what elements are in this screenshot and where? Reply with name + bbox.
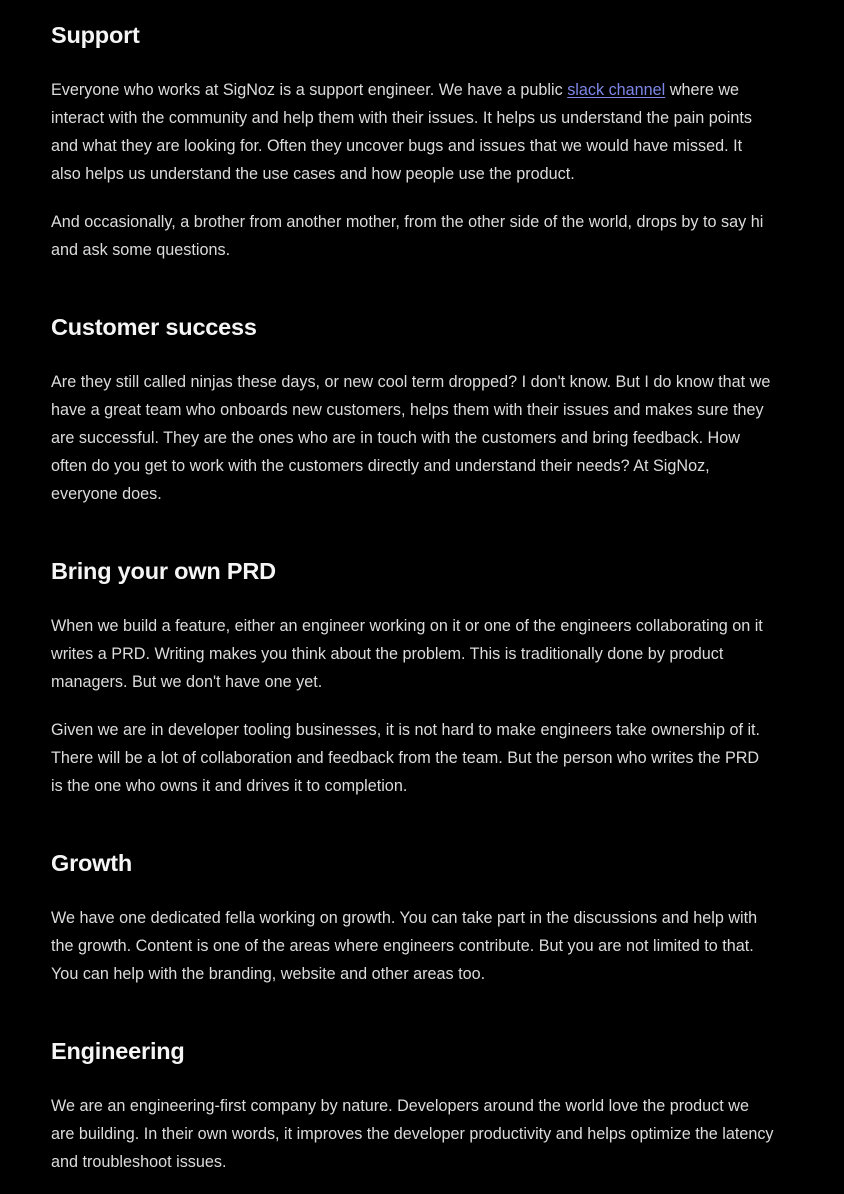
heading-support: Support — [51, 22, 140, 48]
support-paragraph-1 — [51, 76, 775, 188]
growth-paragraph-1: We have one dedicated fella working on growth. You can take part in the discussions and help with the growth. Content is one of the areas where engineers contribute. But you are not limited to that. You can help with the branding, website and other areas too. — [51, 909, 758, 983]
prd-paragraph-2: Given we are in developer tooling businesses, it is not hard to make engineers take ownership of it. There will be a lot of collaboration and feedback from the team. But the person who writes the PRD is the one who owns it and drives it to completion. — [51, 721, 761, 795]
heading-growth: Growth — [51, 850, 133, 876]
support-paragraph-2: And occasionally, a brother from another mother, from the other side of the world, drops by to say hi and ask some questions. — [51, 213, 764, 259]
heading-customer-success: Customer success — [51, 314, 257, 340]
customer-success-paragraph-1: Are they still called ninjas these days, or new cool term dropped? I don't know. But I do know that we have a great team who onboards new customers, helps them with their issues and makes sure they are successful. They are the ones who are in touch with the customers and bring feedback. How often do you get to work with the customers directly and understand their needs? At SigNoz, everyone does. — [51, 373, 771, 503]
heading-bring-your-own-prd: Bring your own PRD — [51, 558, 276, 584]
slack-channel-link[interactable]: slack channel — [567, 81, 666, 99]
support-p1-text-end: where we interact with the community and help them with their issues. It helps us understand the pain points and what they are looking for. Often they uncover bugs and issues that we would have missed. It also helps us understand the use cases and how people use the product. — [51, 81, 752, 183]
support-p1-text-start: Everyone who works at SigNoz is a support engineer. We have a public — [51, 81, 568, 99]
heading-engineering: Engineering — [51, 1038, 185, 1064]
prd-paragraph-1: When we build a feature, either an engineer working on it or one of the engineers collaborating on it writes a PRD. Writing makes you think about the problem. This is traditionally done by product managers. But we don't have one yet. — [51, 617, 763, 691]
engineering-paragraph-1: We are an engineering-first company by nature. Developers around the world love the product we are building. In their own words, it improves the developer productivity and helps optimize the latency and troubleshoot issues. — [51, 1097, 774, 1171]
